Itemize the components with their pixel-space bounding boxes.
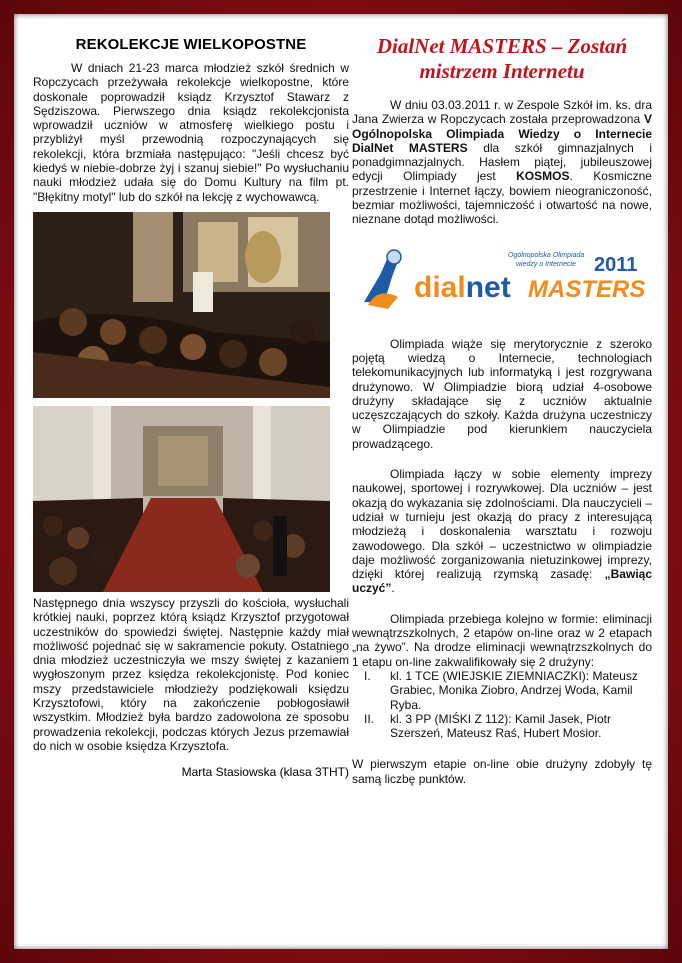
logo-brand-masters: MASTERS bbox=[528, 275, 646, 303]
team-2-text: kl. 3 PP (MIŚKI Z 112): Kamil Jasek, Piotr Szerszeń, Mateusz Raś, Hubert Mosior. bbox=[390, 711, 611, 741]
newsletter-page bbox=[14, 14, 668, 949]
left-column bbox=[33, 14, 349, 779]
dialnet-masters-logo bbox=[358, 247, 648, 317]
dialnet-p3-text: Olimpiada łączy w sobie elementy imprezy naukowej, sportowej i rozrywkowej. Dla uczniów – jest okazją do wykazania się zdolnościami. Dla nauczycieli – udział w turnieju jest okazją do pracy z interesującą młodzieżą i doskonalenia warsztatu i rozwoju zawodowego. Dla szkół – uczestnictwo w olimpiadzie daje możliwość zorganizowania nietuzinkowej imprezy, dzięki której realizują rzymską zasadę: bbox=[352, 467, 652, 582]
retreat-paragraph-2: Następnego dnia wszyscy przyszli do kościoła, wysłuchali krótkiej nauki, poprzez którą ksiądz Krzysztof przygotował uczestników do spowiedzi świętej. Następnie każdy miał możliwość pojednać się w sakramencie pokuty. Ostatniego dnia młodzież uczestniczyła we mszy świętej z kazaniem wygłoszonym przez księdza rekolekcjonistę. Pod koniec mszy przedstawiciele młodzieży podziękowali księdzu Krzysztofowi, który na zakończenie pobłogosławił wszystkim. Młodzież była bardzo zadowolona ze sposobu prowadzenia rekolekcji, podczas których Jezus przemawiał do nich w osobie księdza Krzysztofa. bbox=[33, 595, 349, 753]
dialnet-p1-text-a: W dniu 03.03.2011 r. w Zespole Szkół im. ks. dra Jana Zwierza w Ropczycach została przeprowadzona bbox=[352, 98, 652, 127]
logo-line-2: wiedzy o Internecie bbox=[516, 260, 576, 268]
author-signature: Marta Stasiowska (klasa 3THT) bbox=[181, 765, 349, 780]
dialnet-p3-end: . bbox=[391, 581, 395, 596]
dialnet-paragraph-1 bbox=[352, 98, 652, 227]
dialnet-logo-graphic bbox=[358, 247, 648, 317]
olympiad-name: V Ogólnopolska Olimpiada Wiedzy o Internecie DialNet MASTERS bbox=[352, 112, 652, 155]
team-number-2: II. bbox=[364, 711, 375, 726]
dialnet-paragraph-4: Olimpiada przebiega kolejno w formie: eliminacji wewnątrzszkolnych, 2 etapów on-line oraz w 2 etapach „na żywo”. Na drodze eliminacji wewnątrzszkolnych do 1 etapu on-line zakwalifikowały się 2 drużyny: bbox=[352, 611, 652, 669]
logo-brand bbox=[414, 271, 511, 304]
article-title-dialnet: DialNet MASTERS – Zostań mistrzem Internetu bbox=[376, 34, 628, 83]
list-item bbox=[364, 668, 652, 712]
logo-line-1: Ogólnopolska Olimpiada bbox=[508, 251, 585, 259]
motto-bawiac-uczyc: „Bawiąc uczyć” bbox=[352, 567, 652, 596]
retreat-paragraph-1: W dniach 21-23 marca młodzież szkół średnich w Ropczycach przeżywała rekolekcje wielkopostne, które doskonale poprowadził ksiądz Krzysztof Stawarz z Sędziszowa. Pierwszego dnia ksiądz rekolekcjonista wprowadził uczniów w atmosferę wielkiego postu i przybliżył myśl przewodnią rozpoczynających się rekolekcji, która brzmiała następująco: "Jeśli chcesz być kiedyś w niebie-dobrze żyj i szanuj siebie!" Po wysłuchaniu nauki młodzież udała się do Domu Kultury na film pt. "Błękitny motyl" lub do szkół na lekcję z wychowawcą. bbox=[33, 61, 349, 204]
team-1-text: kl. 1 TCE (WIEJSKIE ZIEMNIACZKI): Mateusz Grabiec, Monika Ziobro, Andrzej Woda, Kamil Ryba. bbox=[390, 668, 638, 712]
church-photo-2 bbox=[33, 406, 330, 592]
logo-brand-net: net bbox=[465, 270, 511, 304]
qualified-teams-list bbox=[352, 669, 652, 740]
church-photo-1 bbox=[33, 212, 330, 398]
motto-kosmos: KOSMOS bbox=[516, 169, 570, 184]
dialnet-p1-text-c: dla szkół gimnazjalnych i ponadgimnazjalnych. Hasłem piątej, jubileuszowej edycji Olimpiady jest bbox=[352, 140, 652, 184]
logo-year: 2011 bbox=[594, 253, 638, 276]
logo-brand-dial: dial bbox=[414, 270, 466, 304]
team-number-1: I. bbox=[364, 668, 371, 683]
dialnet-paragraph-2: Olimpiada wiąże się merytorycznie z szeroko pojętą wiedzą o Internecie, technologiach telekomunikacyjnych lub informatyką i jest rozgrywana drużynowo. W Olimpiadzie biorą udział 4-osobowe drużyny składające się z uczniów aktualnie uczęszczających do szkoły. Każda drużyna uczestniczy w Olimpiadzie pod kierunkiem nauczyciela prowadzącego. bbox=[352, 336, 652, 451]
church-photo-2-image bbox=[33, 406, 330, 592]
right-column bbox=[352, 14, 652, 786]
dialnet-paragraph-3 bbox=[352, 467, 652, 596]
dialnet-p1-text-e: . Kosmiczne przestrzenie i Internet łączy, bowiem nieograniczoność, bezmiar możliwości, tajemniczość i otwartość na nowe, nieznane dotąd możliwości. bbox=[352, 169, 652, 227]
church-photo-1-image bbox=[33, 212, 330, 398]
article-title-retreat: REKOLEKCJE WIELKOPOSTNE bbox=[75, 36, 307, 53]
list-item bbox=[364, 711, 652, 741]
dialnet-paragraph-5: W pierwszym etapie on-line obie drużyny zdobyły tę samą liczbę punktów. bbox=[352, 757, 652, 786]
